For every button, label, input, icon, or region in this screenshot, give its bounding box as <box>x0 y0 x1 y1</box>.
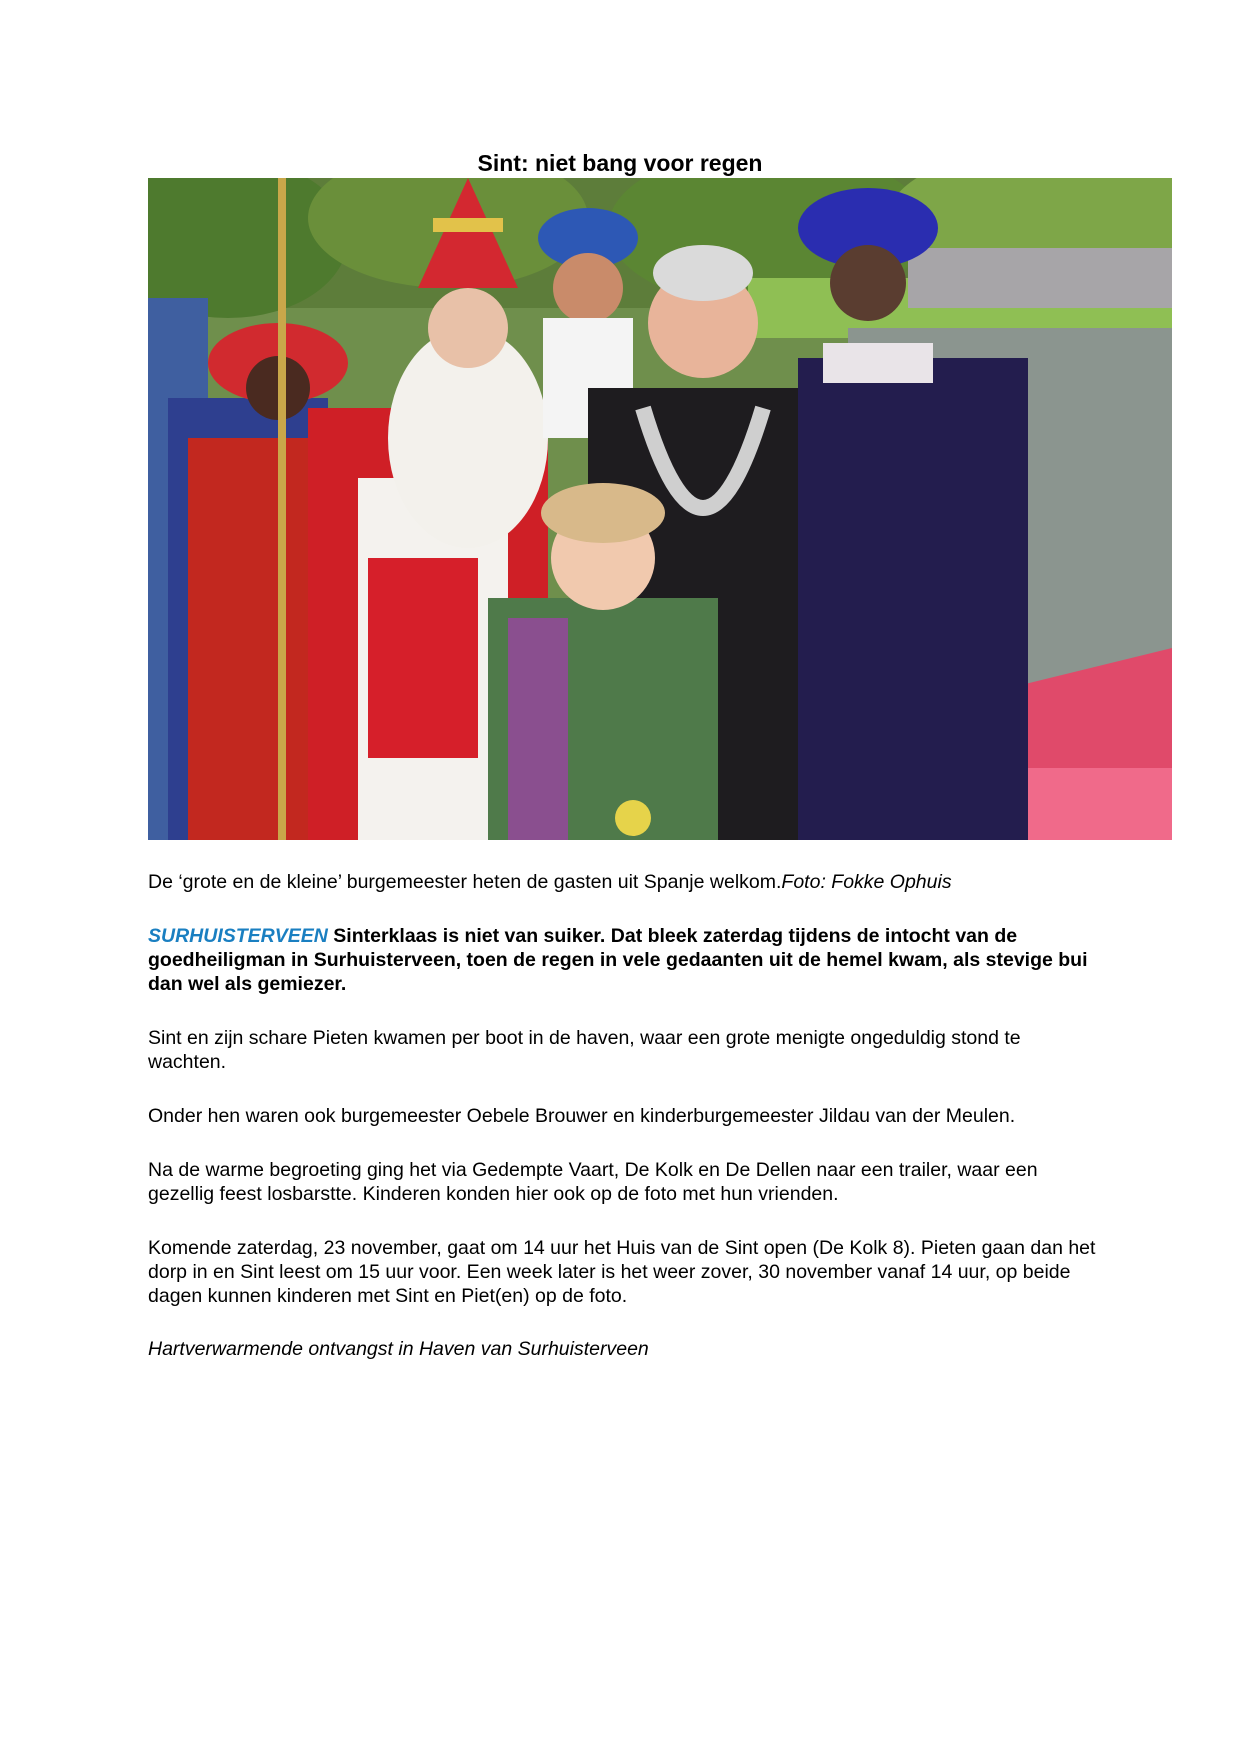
paragraph: Onder hen waren ook burgemeester Oebele Brouwer en kinderburgemeester Jildau van der Meulen. <box>148 1105 1016 1127</box>
article-lead <box>148 924 1098 996</box>
dateline: SURHUISTERVEEN <box>148 925 328 947</box>
photo-credit: Foto: Fokke Ophuis <box>781 871 952 893</box>
footer-note: Hartverwarmende ontvangst in Haven van Surhuisterveen <box>148 1338 649 1360</box>
lead-text: Sinterklaas is niet van suiker. Dat bleek zaterdag tijdens de intocht van de goedheiligman in Surhuisterveen, toen de regen in vele gedaanten uit de hemel kwam, als stevige bui dan wel als gemiezer. <box>148 925 1088 995</box>
photo-sinterklaas-group-icon <box>148 178 1172 840</box>
paragraph: Na de warme begroeting ging het via Gedempte Vaart, De Kolk en De Dellen naar een trailer, waar een gezellig feest losbarstte. Kinderen konden hier ook op de foto met hun vrienden. <box>148 1159 1038 1205</box>
photo-caption-text: De ‘grote en de kleine’ burgemeester heten de gasten uit Spanje welkom. <box>148 871 782 893</box>
paragraph: Komende zaterdag, 23 november, gaat om 14 uur het Huis van de Sint open (De Kolk 8). Pieten gaan dan het dorp in en Sint leest om 15 uur voor. Een week later is het weer zover, 30 november vanaf 14 uur, op beide dagen kunnen kinderen met Sint en Piet(en) op de foto. <box>148 1237 1096 1307</box>
article-photo <box>148 178 1172 840</box>
article-title: Sint: niet bang voor regen <box>477 150 763 176</box>
photo-caption <box>148 870 1098 894</box>
paragraph: Sint en zijn schare Pieten kwamen per boot in de haven, waar een grote menigte ongeduldig stond te wachten. <box>148 1027 1021 1073</box>
